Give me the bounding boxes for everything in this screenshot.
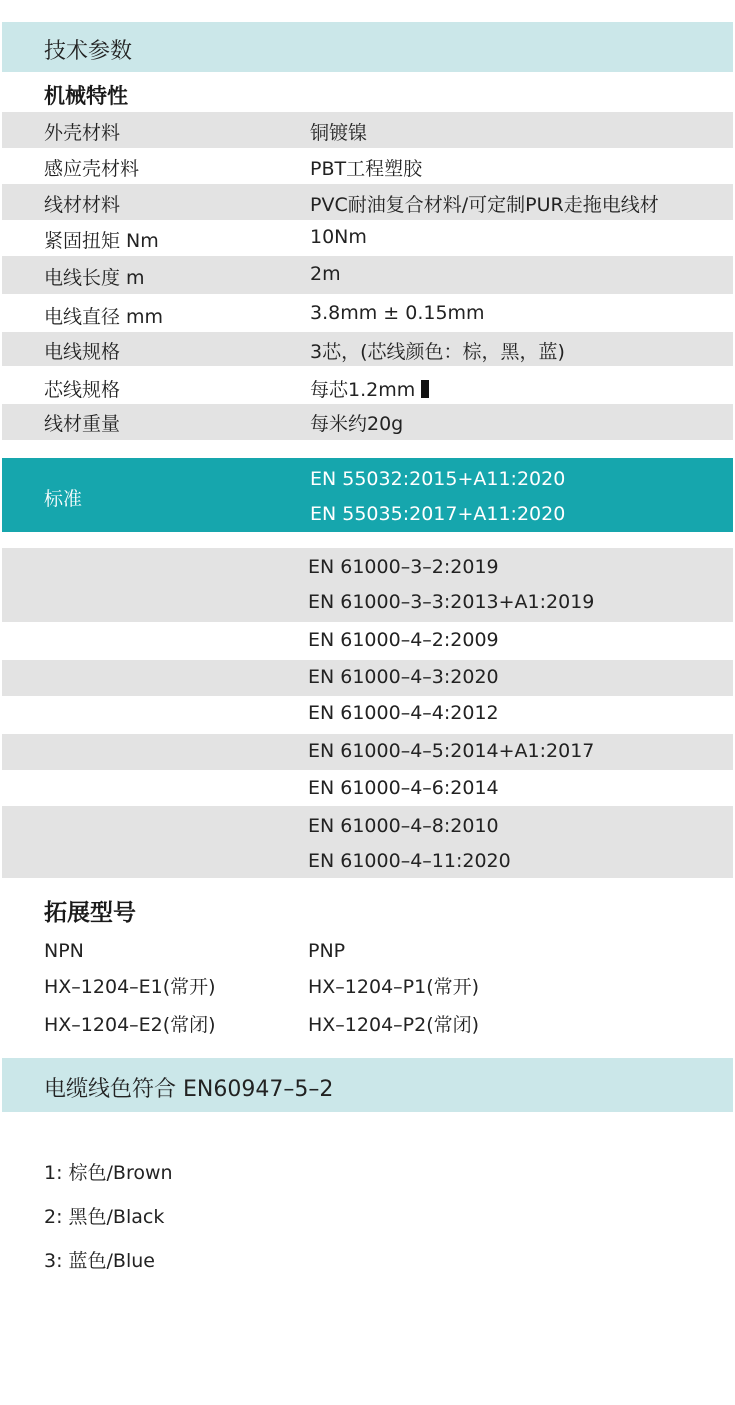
spec-value bbox=[310, 375, 429, 402]
spec-value: 铜镀镍 bbox=[310, 122, 368, 144]
spec-row bbox=[2, 184, 733, 220]
cable-color-item: 2: 黑色/Black bbox=[44, 1206, 165, 1228]
spec-key: 紧固扭矩 Nm bbox=[44, 230, 159, 252]
standard-item: EN 61000–4–4:2012 bbox=[308, 702, 499, 724]
standard-item: EN 61000–4–2:2009 bbox=[308, 629, 499, 651]
spec-row bbox=[2, 256, 733, 294]
spec-value: PBT工程塑胶 bbox=[310, 158, 423, 180]
spec-key: 电线规格 bbox=[44, 341, 121, 363]
cable-color-title: 电缆线色符合 EN60947–5–2 bbox=[44, 1077, 334, 1102]
spec-key: 外壳材料 bbox=[44, 122, 121, 144]
mechanical-section-title: 机械特性 bbox=[44, 84, 128, 108]
tech-params-header bbox=[2, 22, 733, 72]
cable-color-header bbox=[2, 1058, 733, 1112]
spec-value: 3芯，(芯线颜色：棕，黑，蓝) bbox=[310, 341, 565, 363]
model-item: HX–1204–P1(常开) bbox=[308, 976, 480, 998]
spec-value: 3.8mm ± 0.15mm bbox=[310, 302, 485, 324]
standards-main-band bbox=[2, 458, 733, 532]
spec-key: 线材重量 bbox=[44, 413, 121, 435]
spec-value: 2m bbox=[310, 263, 341, 285]
standard-item: EN 61000–4–11:2020 bbox=[308, 850, 511, 872]
pnp-label: PNP bbox=[308, 940, 346, 962]
spec-row bbox=[2, 112, 733, 148]
tech-params-title: 技术参数 bbox=[44, 39, 133, 64]
cable-color-item: 1: 棕色/Brown bbox=[44, 1162, 173, 1184]
model-item: HX–1204–E1(常开) bbox=[44, 976, 216, 998]
spec-key: 电线长度 m bbox=[44, 267, 145, 289]
standard-item: EN 61000–4–6:2014 bbox=[308, 777, 499, 799]
spec-key: 线材材料 bbox=[44, 194, 121, 216]
cable-color-item: 3: 蓝色/Blue bbox=[44, 1250, 155, 1272]
npn-label: NPN bbox=[44, 940, 84, 962]
spec-value: 每米约20g bbox=[310, 413, 404, 435]
model-item: HX–1204–P2(常闭) bbox=[308, 1014, 480, 1036]
standard-item: EN 55035:2017+A11:2020 bbox=[310, 503, 566, 525]
standards-label: 标准 bbox=[44, 488, 83, 510]
cursor-block-icon bbox=[421, 380, 429, 398]
spec-row bbox=[2, 404, 733, 440]
spec-value: PVC耐油复合材料/可定制PUR走拖电线材 bbox=[310, 194, 659, 216]
spec-row bbox=[2, 148, 733, 184]
spec-row bbox=[2, 332, 733, 366]
standard-item: EN 61000–3–3:2013+A1:2019 bbox=[308, 591, 595, 613]
spec-value: 10Nm bbox=[310, 226, 367, 248]
standard-item: EN 61000–4–8:2010 bbox=[308, 815, 499, 837]
spec-value-text: 每芯1.2mm bbox=[310, 379, 416, 401]
spec-key: 芯线规格 bbox=[44, 379, 121, 401]
model-item: HX–1204–E2(常闭) bbox=[44, 1014, 216, 1036]
standard-item: EN 55032:2015+A11:2020 bbox=[310, 468, 566, 490]
standard-item: EN 61000–4–3:2020 bbox=[308, 666, 499, 688]
spec-row bbox=[2, 220, 733, 256]
standard-item: EN 61000–3–2:2019 bbox=[308, 556, 499, 578]
spec-key: 电线直径 mm bbox=[44, 306, 164, 328]
spec-row bbox=[2, 366, 733, 404]
spec-key: 感应壳材料 bbox=[44, 158, 140, 180]
models-section-title: 拓展型号 bbox=[44, 900, 136, 926]
spec-row bbox=[2, 294, 733, 332]
standard-item: EN 61000–4–5:2014+A1:2017 bbox=[308, 740, 595, 762]
